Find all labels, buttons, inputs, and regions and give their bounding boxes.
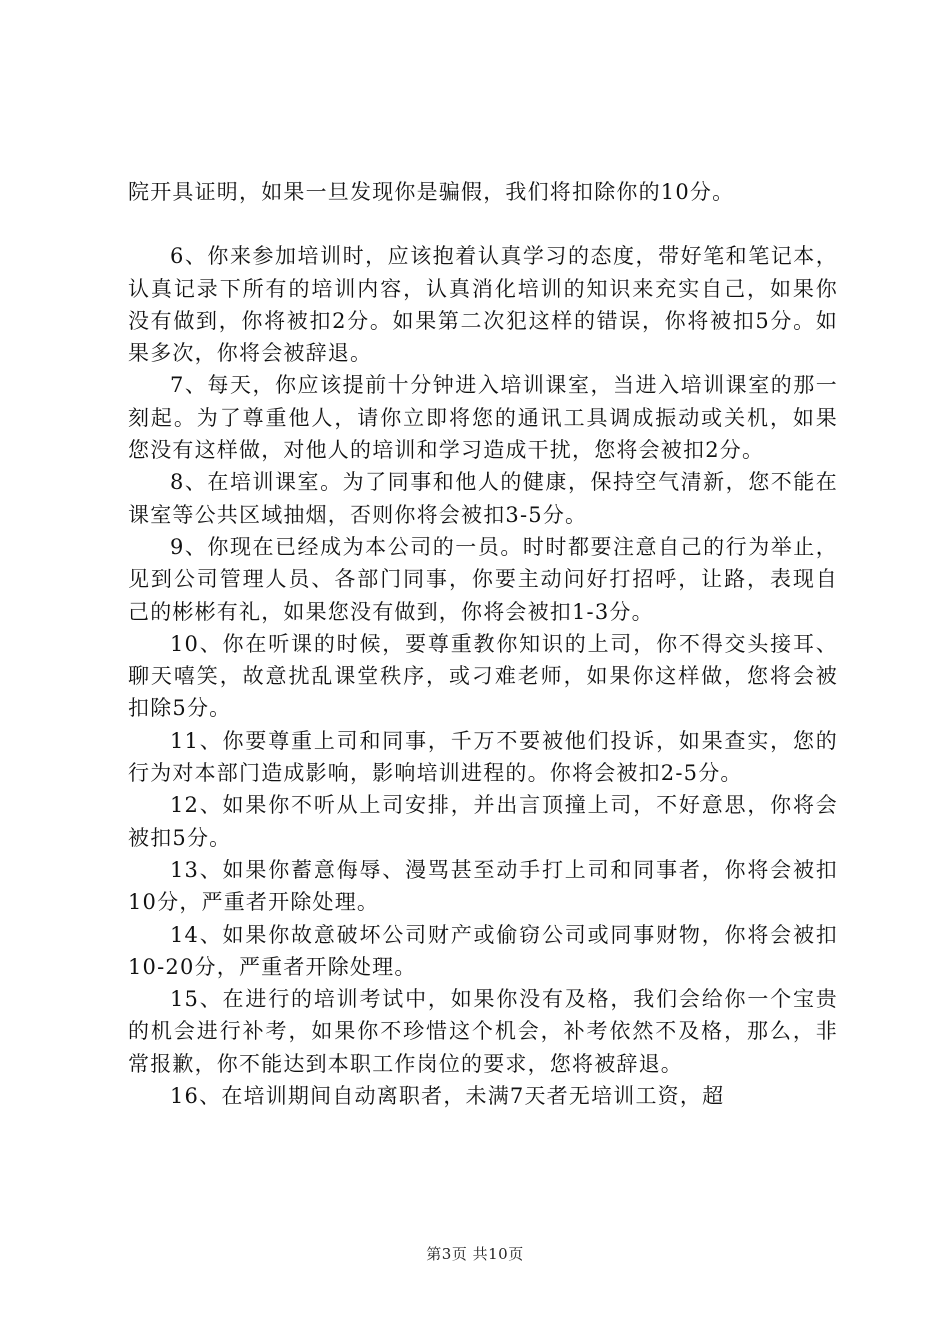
- page-number: 第3页 共10页: [426, 1245, 524, 1263]
- paragraph-rule-9: 9、你现在已经成为本公司的一员。时时都要注意自己的行为举止，见到公司管理人员、各部门同事，你要主动问好打招呼，让路，表现自己的彬彬有礼，如果您没有做到，你将会被扣1-3分。: [128, 534, 838, 624]
- paragraph-rule-6: 6、你来参加培训时，应该抱着认真学习的态度，带好笔和笔记本，认真记录下所有的培训内容，认真消化培训的知识来充实自己，如果你没有做到，你将被扣2分。如果第二次犯这样的错误，你将被扣5分。如果多次，你将会被辞退。: [128, 244, 838, 366]
- paragraph-rule-8: 8、在培训课室。为了同事和他人的健康，保持空气清新，您不能在课室等公共区域抽烟，否则你将会被扣3-5分。: [128, 470, 838, 527]
- paragraph-rule-12: 12、如果你不听从上司安排，并出言顶撞上司，不好意思，你将会被扣5分。: [128, 793, 838, 850]
- paragraph-rule-15: 15、在进行的培训考试中，如果你没有及格，我们会给你一个宝贵的机会进行补考，如果你不珍惜这个机会，补考依然不及格，那么，非常报歉，你不能达到本职工作岗位的要求，您将被辞退。: [128, 987, 838, 1076]
- paragraph-continuation: 院开具证明，如果一旦发现你是骗假，我们将扣除你的10分。: [128, 180, 735, 204]
- paragraph-rule-13: 13、如果你蓄意侮辱、漫骂甚至动手打上司和同事者，你将会被扣10分，严重者开除处理。: [128, 857, 838, 915]
- paragraph-rule-7: 7、每天，你应该提前十分钟进入培训课室，当进入培训课室的那一刻起。为了尊重他人，请你立即将您的通讯工具调成振动或关机，如果您没有这样做，对他人的培训和学习造成干扰，您将会被扣2分。: [128, 373, 838, 463]
- document-body: [128, 176, 838, 1112]
- paragraph-rule-10: 10、你在听课的时候，要尊重教你知识的上司，你不得交头接耳、聊天嘻笑，故意扰乱课堂秩序，或刁难老师，如果你这样做，您将会被扣除5分。: [128, 631, 838, 721]
- paragraph-rule-14: 14、如果你故意破坏公司财产或偷窃公司或同事财物，你将会被扣10-20分，严重者开除处理。: [128, 922, 838, 979]
- paragraph-rule-16: 16、在培训期间自动离职者，未满7天者无培训工资，超: [170, 1084, 725, 1109]
- page-footer: [0, 1243, 950, 1264]
- paragraph-rule-11: 11、你要尊重上司和同事，千万不要被他们投诉，如果查实，您的行为对本部门造成影响，影响培训进程的。你将会被扣2-5分。: [128, 728, 838, 786]
